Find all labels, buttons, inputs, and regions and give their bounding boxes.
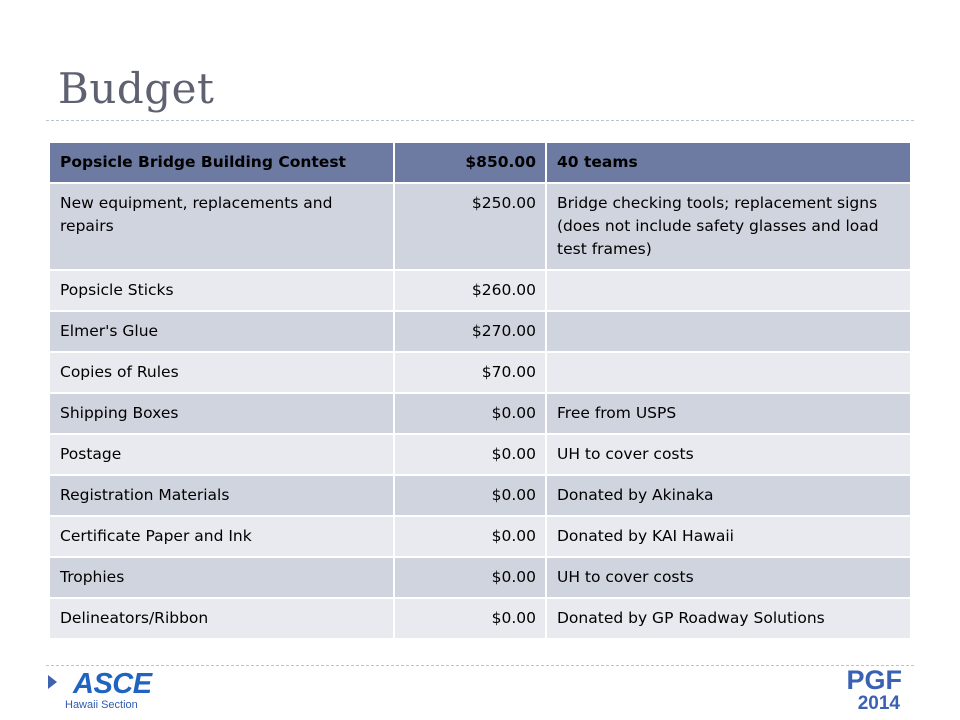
table-cell-item: Registration Materials: [49, 475, 394, 516]
table-cell-notes: Free from USPS: [546, 393, 911, 434]
asce-logo-subtitle: Hawaii Section: [65, 699, 138, 711]
budget-table: [48, 141, 912, 640]
table-row: [49, 598, 911, 639]
asce-logo: ASCE: [73, 668, 152, 700]
table-cell-item: Popsicle Sticks: [49, 270, 394, 311]
table-cell-item: Certificate Paper and Ink: [49, 516, 394, 557]
table-cell-amount: $250.00: [394, 183, 546, 270]
event-badge: PGF: [846, 665, 902, 695]
table-cell-amount: $0.00: [394, 393, 546, 434]
table-cell-notes: UH to cover costs: [546, 434, 911, 475]
table-cell-notes: [546, 311, 911, 352]
table-cell-notes: UH to cover costs: [546, 557, 911, 598]
slide-title: Budget: [58, 64, 215, 113]
table-cell-notes: [546, 270, 911, 311]
table-row: [49, 270, 911, 311]
table-cell-item: Elmer's Glue: [49, 311, 394, 352]
table-cell-amount: $0.00: [394, 557, 546, 598]
table-cell-notes: Donated by KAI Hawaii: [546, 516, 911, 557]
table-cell-item: Postage: [49, 434, 394, 475]
table-cell-amount: $0.00: [394, 516, 546, 557]
table-row: [49, 311, 911, 352]
footer-divider: [46, 665, 914, 666]
table-cell-item: Shipping Boxes: [49, 393, 394, 434]
triangle-right-icon: [48, 675, 57, 689]
table-row: [49, 516, 911, 557]
table-cell-item: Trophies: [49, 557, 394, 598]
event-year: 2014: [857, 693, 900, 714]
table-cell-amount: $270.00: [394, 311, 546, 352]
table-cell-item: New equipment, replacements and repairs: [49, 183, 394, 270]
table-row: [49, 393, 911, 434]
table-cell-notes: [546, 352, 911, 393]
table-cell-item: Delineators/Ribbon: [49, 598, 394, 639]
table-cell-notes: 40 teams: [546, 142, 911, 183]
table-row: [49, 475, 911, 516]
table-cell-amount: $0.00: [394, 475, 546, 516]
table-cell-amount: $850.00: [394, 142, 546, 183]
table-cell-item: Copies of Rules: [49, 352, 394, 393]
table-cell-item: Popsicle Bridge Building Contest: [49, 142, 394, 183]
table-row: [49, 352, 911, 393]
table-cell-amount: $260.00: [394, 270, 546, 311]
table-header-row: [49, 142, 911, 183]
table-row: [49, 183, 911, 270]
table-cell-notes: Donated by GP Roadway Solutions: [546, 598, 911, 639]
table-cell-amount: $70.00: [394, 352, 546, 393]
table-cell-amount: $0.00: [394, 598, 546, 639]
table-cell-amount: $0.00: [394, 434, 546, 475]
title-divider: [46, 120, 914, 121]
table-cell-notes: Donated by Akinaka: [546, 475, 911, 516]
table-cell-notes: Bridge checking tools; replacement signs (does not include safety glasses and load test frames): [546, 183, 911, 270]
table-row: [49, 434, 911, 475]
table-row: [49, 557, 911, 598]
